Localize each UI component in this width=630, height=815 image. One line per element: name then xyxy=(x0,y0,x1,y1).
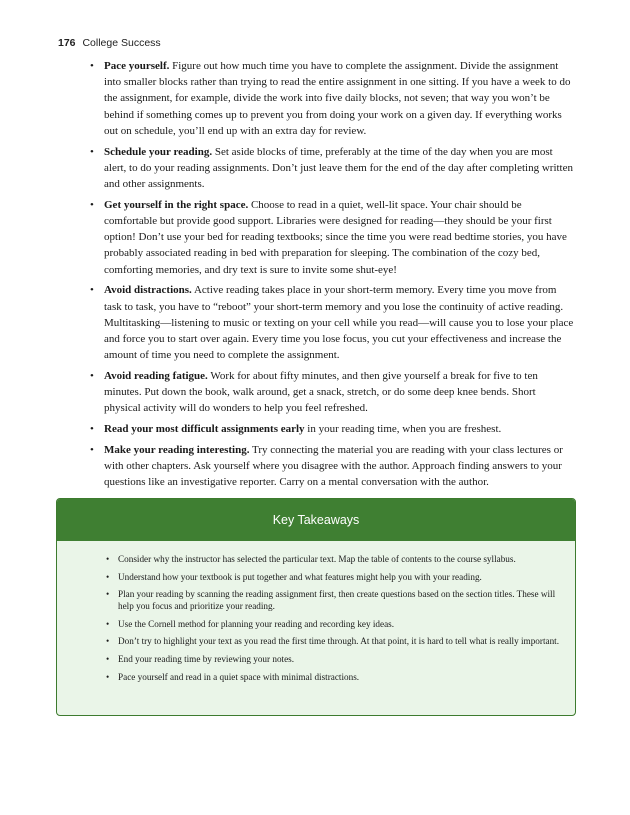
running-header xyxy=(58,37,161,49)
list-item: • Understand how your textbook is put together and what features might help you with your reading. xyxy=(105,572,561,584)
list-item xyxy=(88,282,574,363)
tip-title: Read your most difficult assignments early xyxy=(104,423,305,436)
tip-title: Avoid reading fatigue. xyxy=(104,370,208,383)
tip-title: Get yourself in the right space. xyxy=(104,198,249,211)
page-number: 176 xyxy=(58,37,76,49)
tip-title: Make your reading interesting. xyxy=(104,444,250,457)
tip-text: Figure out how much time you have to complete the assignment. Divide the assignment into smaller blocks rather than trying to read the entire assignment in one sitting. If you have a week to do the assignment, for example, divide the work into five daily blocks, not seven; that way you won’t be behind if something comes up to prevent you from doing your work on a given day. If everything works out on schedule, you’ll end up with an extra day for review. xyxy=(104,60,571,137)
list-item: • Consider why the instructor has selected the particular text. Map the table of contents to the course syllabus. xyxy=(105,554,561,566)
key-takeaways-title: Key Takeaways xyxy=(57,499,575,541)
list-item: • Plan your reading by scanning the reading assignment first, then create questions based on the section titles. These will help you focus and prioritize your reading. xyxy=(105,589,561,612)
list-item: • Pace yourself and read in a quiet space with minimal distractions. xyxy=(105,672,561,684)
tip-title: Schedule your reading. xyxy=(104,145,213,158)
key-takeaways-box xyxy=(56,498,576,716)
reading-tips-list xyxy=(88,58,574,495)
list-item: • End your reading time by reviewing your notes. xyxy=(105,654,561,666)
book-title: College Success xyxy=(82,37,161,49)
tip-text: Try connecting the material you are reading with your class lectures or with other chapters. Ask yourself where you disagree with the author. Approach finding answers to your questions like an investigative reporter. Carry on a mental conversation with the author. xyxy=(104,444,563,489)
tip-text: Active reading takes place in your short-term memory. Every time you move from task to task, you have to “reboot” your short-term memory and you lose the continuity of active reading. Multitasking—listening to music or texting on your cell while you read—will cause you to lose your place and force you to start over again. Every time you lose focus, you cut your effectiveness and increase the amount of time you need to complete the assignment. xyxy=(104,284,574,362)
list-item: • Use the Cornell method for planning your reading and recording key ideas. xyxy=(105,619,561,631)
tip-title: Pace yourself. xyxy=(104,60,170,72)
tip-text: Work for about fifty minutes, and then give yourself a break for five to ten minutes. Put down the book, walk around, get a snack, stretch, or do some deep knee bends. Short physical activity will do wonders to help you feel refreshed. xyxy=(104,370,538,415)
list-item xyxy=(88,144,574,193)
list-item xyxy=(88,197,574,278)
tip-text: Set aside blocks of time, preferably at the time of the day when you are most alert, to do your reading assignments. Don’t just leave them for the end of the day after completing written and other assignments. xyxy=(104,145,573,191)
list-item xyxy=(88,421,574,437)
tip-title: Avoid distractions. xyxy=(104,284,192,297)
list-item xyxy=(88,442,574,491)
list-item: • Don’t try to highlight your text as you read the first time through. At that point, it is hard to tell what is really important. xyxy=(105,636,561,648)
tip-text: Choose to read in a quiet, well-lit space. Your chair should be comfortable but provide good support. Libraries were designed for reading—they should be your first option! Don’t use your bed for reading textbooks; since the time you were read bedtime stories, you have probably associated reading in bed with preparation for sleeping. The combination of the cozy bed, comforting memories, and dry text is sure to invite some shut-eye! xyxy=(104,198,567,276)
list-item xyxy=(88,368,574,417)
list-item xyxy=(88,58,574,139)
key-takeaways-list xyxy=(105,554,561,689)
tip-text: in your reading time, when you are freshest. xyxy=(304,423,502,436)
